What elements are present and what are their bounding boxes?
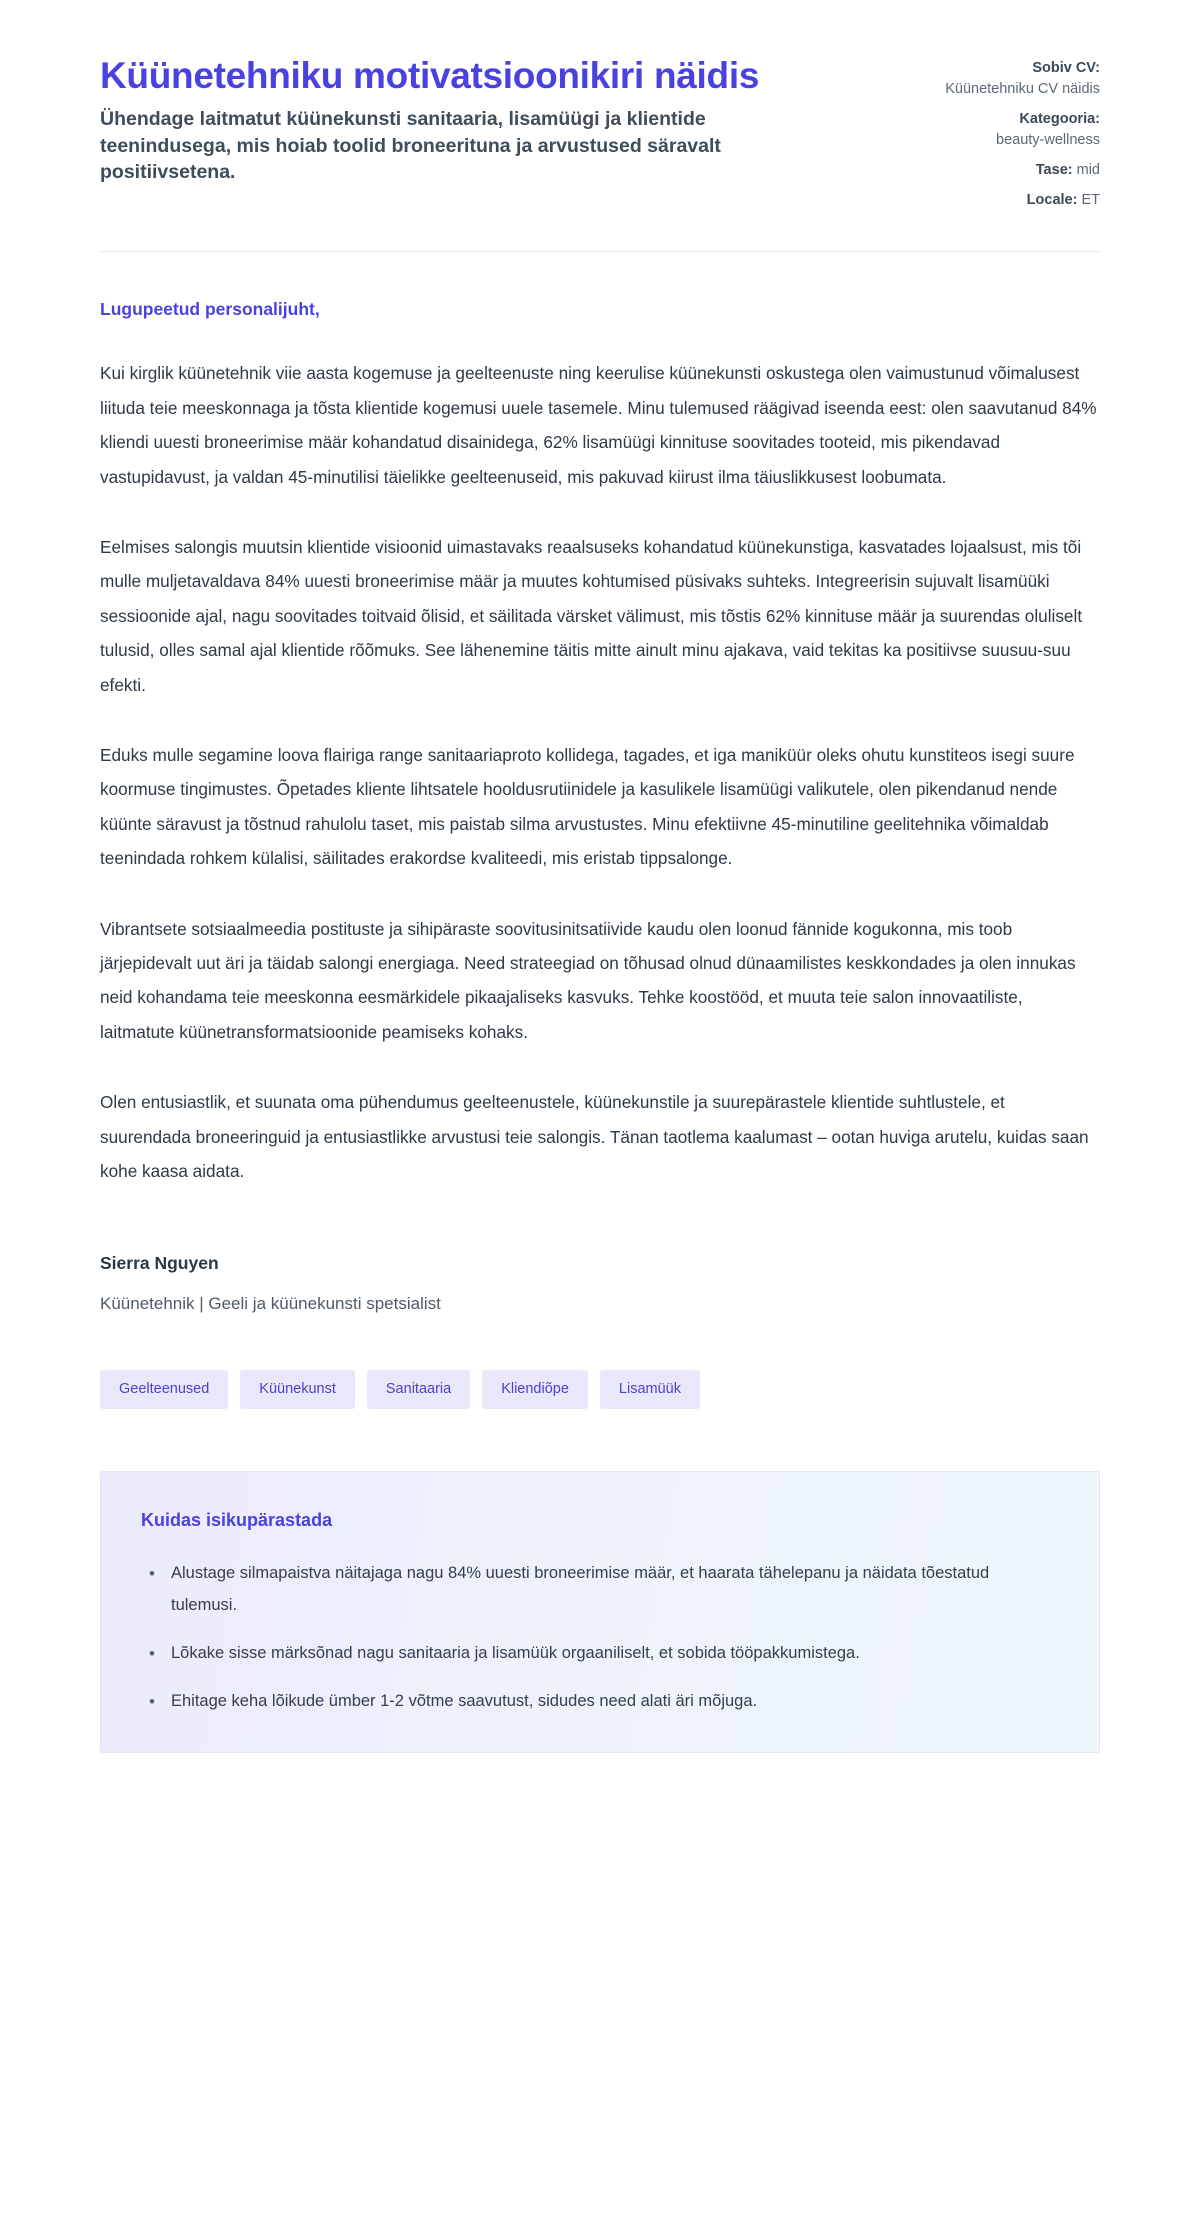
meta-label-category: Kategooria: xyxy=(1019,111,1100,128)
letter-paragraph: Vibrantsete sotsiaalmeedia postituste ja sihipäraste soovitusinitsatiivide kaudu olen loonud fännide kogukonna, mis toob järjepidevalt uut äri ja täidab salongi energiaga. Need strateegiad on tõhusad olnud dünaamilistes keskkondades ja olen innukas neid kohandama teie meeskonna eesmärkidele pikaajaliseks kasvuks. Tehke koostööd, et muuta teie salon innovaatiliste, laitmatute küünetransformatsioonide peamiseks kohaks. xyxy=(100,918,1076,1042)
meta-label-level: Tase: xyxy=(1035,162,1073,179)
letter-body xyxy=(100,252,1100,1316)
meta-label-locale: Locale: xyxy=(1026,192,1078,209)
tag-list xyxy=(100,1370,1100,1409)
meta-label-matching-cv: Sobiv CV: xyxy=(1032,60,1100,76)
meta-value-level: mid xyxy=(1076,162,1100,179)
meta-row-locale xyxy=(942,190,1100,211)
signature-name: Sierra Nguyen xyxy=(100,1253,219,1274)
meta-value-category: beauty-wellness xyxy=(996,132,1100,149)
callout-title: Kuidas isikupärastada xyxy=(141,1509,333,1530)
callout-tip-item: • Lõkake sisse märksõnad nagu sanitaaria ja lisamüük orgaaniliselt, et sobida tööpakkumistega. xyxy=(167,1637,1059,1669)
page-header xyxy=(100,40,1100,211)
letter-paragraph: Olen entusiastlik, et suunata oma pühendumus geelteenustele, küünekunstile ja suurepärastele klientide suhtlustele, et suurendada broneeringuid ja entusiastlikke arvustusi teie salongis. Tänan taotlema kaalumast – ootan huviga arutelu, kuidas saan kohe kaasa aidata. xyxy=(100,1092,1089,1182)
page-subtitle: Ühendage laitmatut küünekunsti sanitaaria, lisamüügi ja klientide teenindusega, mis hoiab toolid broneerituna ja arvustused säravalt positiivsetena. xyxy=(100,108,721,184)
tag-chip[interactable]: Kliendiõpe xyxy=(482,1370,588,1409)
callout-tip-item: • Alustage silmapaistva näitajaga nagu 84% uuesti broneerimise määr, et haarata tähelepanu ja näidata tõestatud tulemusi. xyxy=(167,1557,1059,1621)
tag-chip[interactable]: Geelteenused xyxy=(100,1370,228,1409)
tag-chip[interactable]: Küünekunst xyxy=(240,1370,355,1409)
page-title: Küünetehniku motivatsioonikiri näidis xyxy=(100,55,760,96)
meta-row-matching-cv xyxy=(942,58,1100,100)
letter-paragraph: Eduks mulle segamine loova flairiga range sanitaariaproto kollidega, tagades, et iga maniküür oleks ohutu kunstiteos isegi suure koormuse tingimustes. Õpetades kliente lihtsatele hooldusrutiinidele ja kasulikele lisamüügi valikutele, olen pikendanud nende küünte säravust ja tõstnud rahulolu taset, mis paistab silma arvustustes. Minu efektiivne 45-minutiline geelitehnika võimaldab teenindada rohkem külalisi, säilitades erakordse kvaliteedi, mis eristab tippsalonge. xyxy=(100,745,1075,869)
meta-row-category xyxy=(942,109,1100,151)
metadata-panel xyxy=(942,54,1100,211)
header-title-block xyxy=(100,54,800,186)
callout-tip-item: • Ehitage keha lõikude ümber 1-2 võtme saavutust, sidudes need alati äri mõjuga. xyxy=(167,1685,1059,1717)
letter-greeting: Lugupeetud personalijuht, xyxy=(100,299,320,320)
signature-block xyxy=(100,1250,1100,1316)
meta-row-level xyxy=(942,160,1100,181)
meta-value-matching-cv: Küünetehniku CV näidis xyxy=(945,81,1100,98)
tag-chip[interactable]: Lisamüük xyxy=(600,1370,700,1409)
personalization-tips-callout xyxy=(100,1471,1100,1753)
callout-tip-list xyxy=(141,1557,1059,1718)
tag-chip[interactable]: Sanitaaria xyxy=(367,1370,470,1409)
letter-paragraph: Kui kirglik küünetehnik viie aasta kogemuse ja geelteenuste ning keerulise küünekunsti oskustega olen vaimustunud võimalusest liituda teie meeskonnaga ja tõsta klientide kogemusi uuele tasemele. Minu tulemused räägivad iseenda eest: olen saavutanud 84% kliendi uuesti broneerimise määr kohandatud disainidega, 62% lisamüügi kinnituse soovitades tooteid, mis pikendavad vastupidavust, ja valdan 45-minutilisi täielikke geelteenuseid, mis pakuvad kiirust ilma täiuslikkusest loobumata. xyxy=(100,363,1097,487)
signature-role: Küünetehnik | Geeli ja küünekunsti spetsialist xyxy=(100,1293,441,1313)
letter-paragraph: Eelmises salongis muutsin klientide visioonid uimastavaks reaalsuseks kohandatud küünekunstiga, kasvatades lojaalsust, mis tõi mulle muljetavaldava 84% uuesti broneerimise määr ja muutes kohtumised püsivaks suhteks. Integreerisin sujuvalt lisamüüki sessioonide ajal, nagu soovitades toitvaid õlisid, et säilitada värsket välimust, mis tõstis 62% kinnituse määr ja suurendas oluliselt tulusid, olles samal ajal klientide rõõmuks. See lähenemine täitis mitte ainult minu ajakava, vaid tekitas ka positiivse suusuu-suu efekti. xyxy=(100,536,1083,695)
meta-value-locale: ET xyxy=(1081,192,1100,209)
